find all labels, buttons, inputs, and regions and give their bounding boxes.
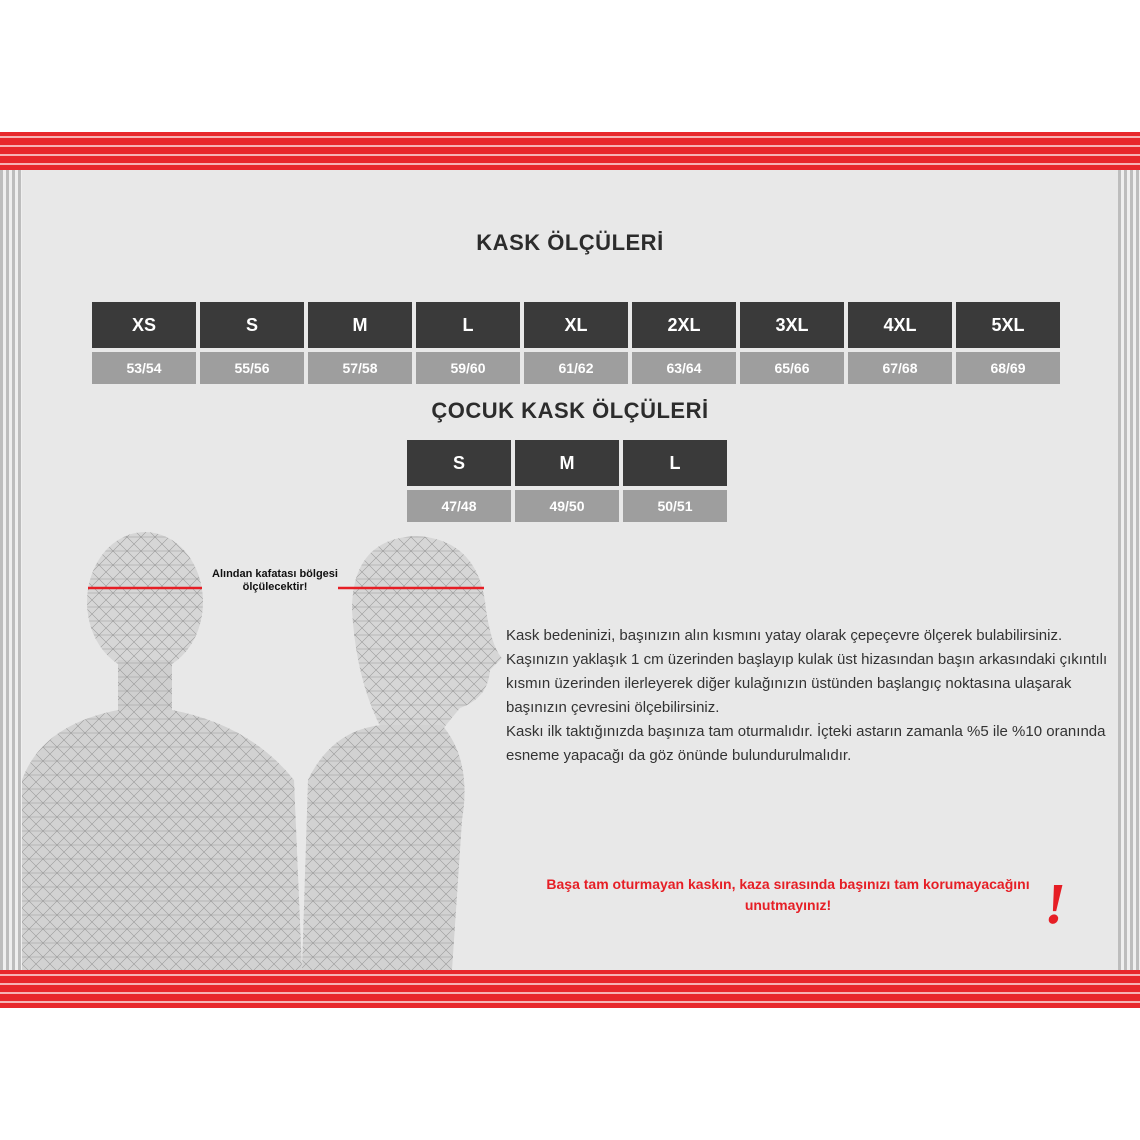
size-label: L [416, 302, 520, 348]
size-range: 59/60 [416, 352, 520, 384]
adult-size-title: KASK ÖLÇÜLERİ [476, 230, 664, 255]
size-label: 4XL [848, 302, 952, 348]
size-range: 47/48 [407, 490, 511, 522]
size-label: L [623, 440, 727, 486]
size-range: 49/50 [515, 490, 619, 522]
size-range: 53/54 [92, 352, 196, 384]
measurement-description [506, 624, 1116, 768]
adult-size-table [92, 302, 1060, 384]
size-range: 68/69 [956, 352, 1060, 384]
size-label: 5XL [956, 302, 1060, 348]
size-range: 50/51 [623, 490, 727, 522]
size-range: 65/66 [740, 352, 844, 384]
size-label: XS [92, 302, 196, 348]
safety-warning: Başa tam oturmayan kaskın, kaza sırasında başınızı tam korumayacağını unutmayınız! [546, 876, 1030, 913]
size-range: 57/58 [308, 352, 412, 384]
description-paragraph: Kask bedeninizi, başınızın alın kısmını yatay olarak çepeçevre ölçerek bulabilirsiniz. Kaşınızın yaklaşık 1 cm üzerinden başlayıp kulak üst hizasından başın arkasındaki çıkıntılı kısmın üzerinden ilerleyerek diğer kulağınızın üstünden başlangıç noktasına ulaşarak başınızın çevresini ölçebilirsiniz. [506, 627, 1108, 716]
size-label: M [515, 440, 619, 486]
profile-head-illustration [292, 530, 512, 970]
size-range: 63/64 [632, 352, 736, 384]
size-range: 67/68 [848, 352, 952, 384]
exclamation-mark: ! [1041, 871, 1070, 936]
measure-note: Alından kafatası bölgesi ölçülecektir! [212, 568, 338, 593]
size-label: 3XL [740, 302, 844, 348]
left-stripes [0, 170, 22, 970]
size-label: S [407, 440, 511, 486]
top-red-band [0, 132, 1140, 170]
size-label: M [308, 302, 412, 348]
size-range: 55/56 [200, 352, 304, 384]
front-head-illustration [22, 530, 322, 970]
bottom-red-band [0, 970, 1140, 1008]
size-label: 2XL [632, 302, 736, 348]
description-paragraph: Kaskı ilk taktığınızda başınıza tam oturmalıdır. İçteki astarın zamanla %5 ile %10 oranında esneme yapacağı da göz önünde bulundurulmalıdır. [506, 723, 1106, 764]
kid-size-title: ÇOCUK KASK ÖLÇÜLERİ [431, 398, 709, 423]
size-label: S [200, 302, 304, 348]
right-stripes [1118, 170, 1140, 970]
size-label: XL [524, 302, 628, 348]
size-range: 61/62 [524, 352, 628, 384]
kid-size-table [407, 440, 727, 522]
